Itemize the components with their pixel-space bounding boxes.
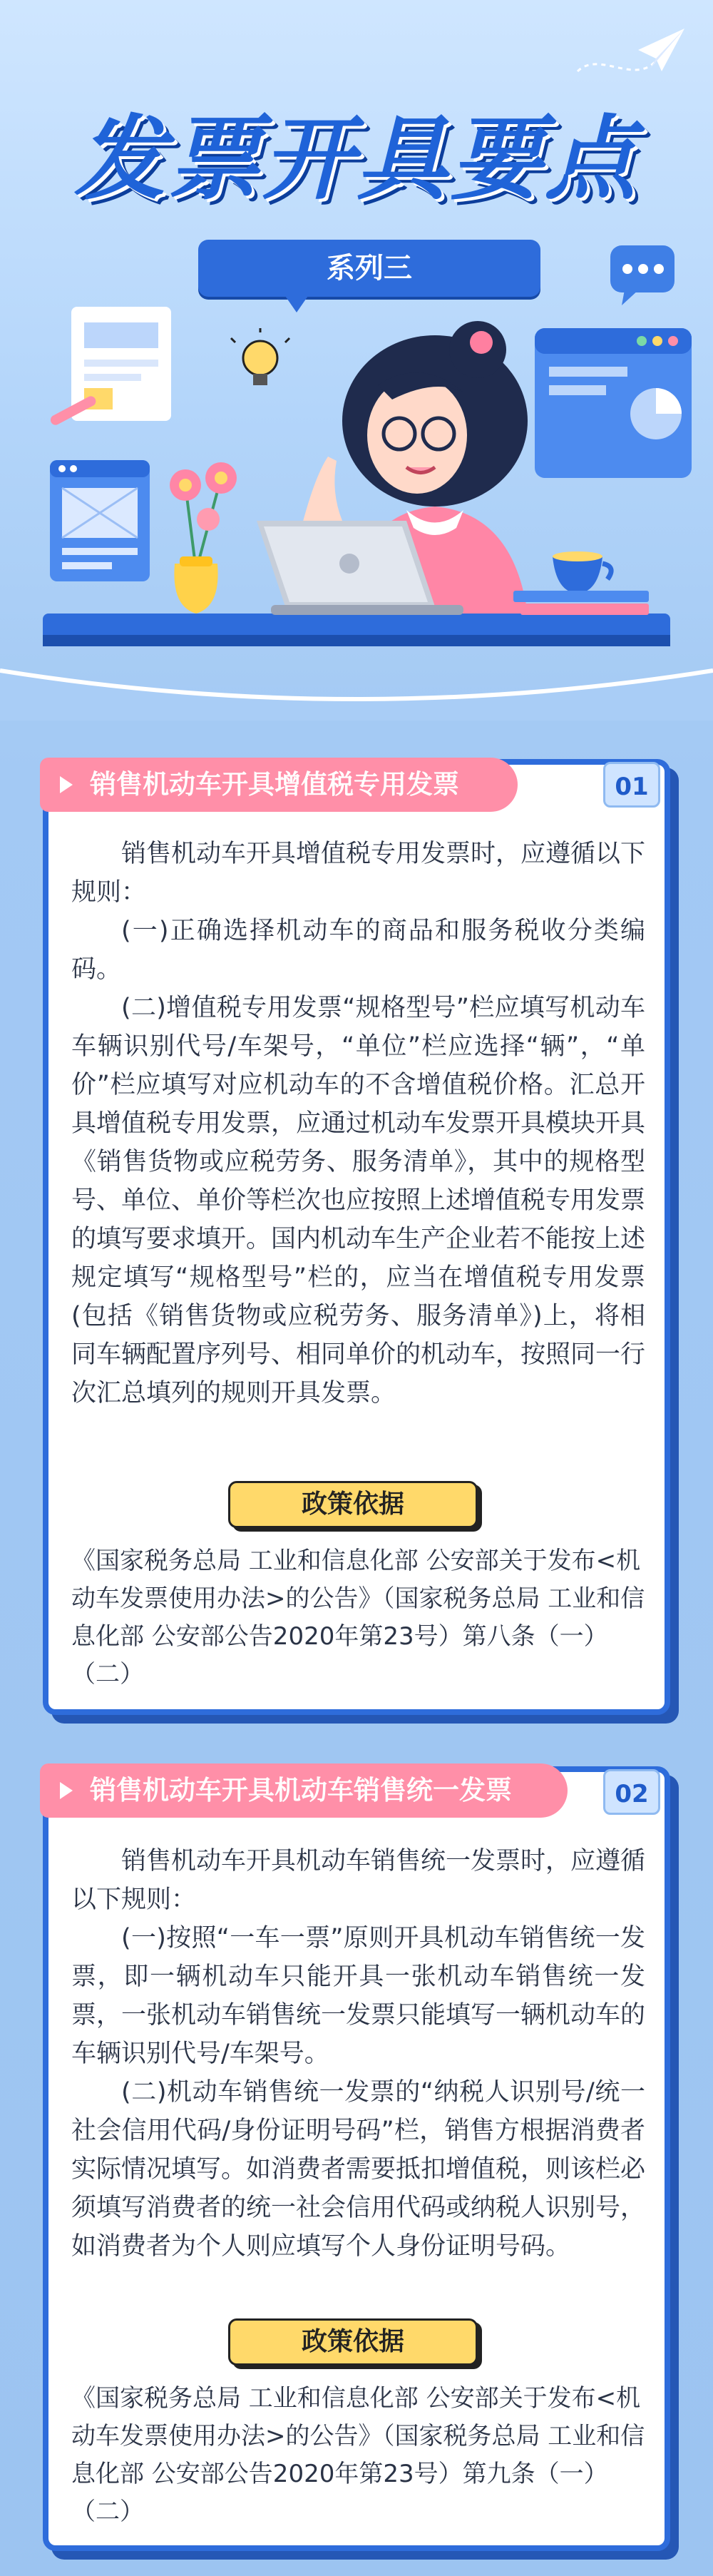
section-1-number: 01 [603,762,660,808]
section-2-paragraph: (一)按照“一车一票”原则开具机动车销售统一发票，即一辆机动车只能开具一张机动车销售统一发票，一张机动车销售统一发票只能填写一辆机动车的车辆识别代号/车架号。 [71,1924,646,2068]
paper-plane-icon [570,21,692,93]
page-title: 发票开具要点 [73,106,639,213]
books-icon [513,589,656,618]
play-triangle-icon [60,1782,73,1799]
section-2-paragraph: 销售机动车开具机动车销售统一发票时，应遵循以下规则： [71,1847,646,1914]
section-1-body [71,835,645,1412]
lightbulb-icon [228,328,292,399]
browser-window-icon [46,457,153,585]
chat-bubble-icon [607,243,679,307]
section-2-title: 销售机动车开具机动车销售统一发票 [90,1775,512,1806]
section-1-title-tab [40,758,518,812]
section-1-basis-text: 《国家税务总局 工业和信息化部 公安部关于发布<机动车发票使用办法>的公告》（国家税务总局 工业和信息化部 公安部公告2020年第23号）第八条（一）（二） [71,1547,645,1689]
laptop-icon [242,514,471,621]
section-2-title-tab [40,1763,568,1818]
section-2-paragraph: (二)机动车销售统一发票的“纳税人识别号/统一社会信用代码/身份证明号码”栏，销售方根据消费者实际情况填写。如消费者需要抵扣增值税，则该栏必须填写消费者的统一社会信用代码或纳税人识别号，如消费者为个人则应填写个人身份证明号码。 [71,2078,646,2261]
hero-wave-divider [0,642,713,721]
section-2-basis-label: 政策依据 [228,2318,478,2366]
section-1-paragraph: 销售机动车开具增值税专用发票时，应遵循以下规则： [71,840,646,907]
flower-vase-icon [143,457,250,621]
play-triangle-icon [60,776,73,793]
section-1-basis-label: 政策依据 [228,1481,478,1528]
section-2-number: 02 [603,1769,660,1815]
section-2-basis-text: 《国家税务总局 工业和信息化部 公安部关于发布<机动车发票使用办法>的公告》（国家税务总局 工业和信息化部 公安部公告2020年第23号）第九条（一）（二） [71,2384,645,2526]
series-badge-tail [284,294,309,312]
section-1-title: 销售机动车开具增值税专用发票 [90,769,459,800]
series-badge: 系列三 [198,240,540,297]
document-icon [43,300,185,435]
section-2-body [71,1842,645,2266]
section-1-paragraph: (一)正确选择机动车的商品和服务税收分类编码。 [71,917,645,984]
section-1-paragraph: (二)增值税专用发票“规格型号”栏应填写机动车车辆识别代号/车架号，“单位”栏应选择“辆”，“单价”栏应填写对应机动车的不含增值税价格。汇总开具增值税专用发票，应通过机动车发票开具模块开具《销售货物或应税劳务、服务清单》，其中的规格型号、单位、单价等栏次也应按照上述增值税专用发票的填写要求填开。国内机动车生产企业若不能按上述规定填写“规格型号”栏的，应当在增值税专用发票(包括《销售货物或应税劳务、服务清单》)上，将相同车辆配置序列号、相同单价的机动车，按照同一行次汇总填列的规则开具发票。 [71,994,646,1407]
